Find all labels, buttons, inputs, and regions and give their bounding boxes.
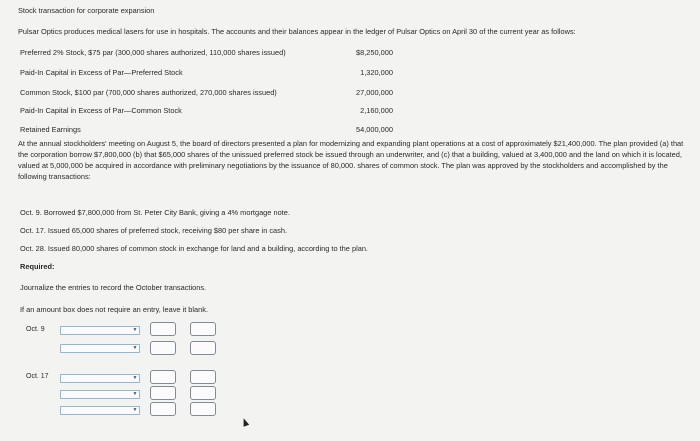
ledger-amount-pic-preferred: 1,320,000 xyxy=(360,68,393,77)
problem-intro: Pulsar Optics produces medical lasers for use in hospitals. The accounts and their balances appear in the ledger of Pulsar Optics on April 30 of the current year as follows: xyxy=(18,27,576,36)
transaction-oct-17: Oct. 17. Issued 65,000 shares of preferred stock, receiving $80 per share in cash. xyxy=(20,226,288,235)
required-heading: Required: xyxy=(20,262,55,271)
account-select-oct9-credit[interactable] xyxy=(60,344,140,353)
ledger-amount-common-stock: 27,000,000 xyxy=(356,88,393,97)
problem-paragraph: At the annual stockholders' meeting on August 5, the board of directors presented a plan for modernizing and expanding plant operations at a cost of approximately $21,400,000. The plan provided (a) that the corporation borrow $7,800,000 (b) that $65,000 shares of the unissued preferred stock be issued through an underwriter, and (c) that a building, valued at 3,400,000 and the land on which it is located, valued at 5,000,000 be acquired in accordance with preliminary negotiations by the issuance of 80,000. shares of common stock. The plan was approved by the stockholders and accomplished by the following transactions: xyxy=(18,139,684,181)
amount-input-oct17-debit-1[interactable] xyxy=(150,370,176,384)
instruction-journalize: Journalize the entries to record the October transactions. xyxy=(20,283,207,292)
amount-input-oct9-credit-2[interactable] xyxy=(190,341,216,355)
ledger-label-preferred-stock: Preferred 2% Stock, $75 par (300,000 shares authorized, 110,000 shares issued) xyxy=(20,48,286,57)
ledger-label-pic-preferred: Paid-In Capital in Excess of Par—Preferred Stock xyxy=(20,68,183,77)
account-select-oct17-row1[interactable] xyxy=(60,374,140,383)
account-select-oct9-debit[interactable] xyxy=(60,326,140,335)
ledger-amount-retained-earnings: 54,000,000 xyxy=(356,125,393,134)
amount-input-oct17-debit-2[interactable] xyxy=(150,386,176,400)
amount-input-oct9-credit-1[interactable] xyxy=(190,322,216,336)
problem-title: Stock transaction for corporate expansion xyxy=(18,6,155,15)
account-select-oct17-row3[interactable] xyxy=(60,406,140,415)
amount-input-oct9-debit-2[interactable] xyxy=(150,341,176,355)
amount-input-oct17-credit-2[interactable] xyxy=(190,386,216,400)
transaction-oct-9: Oct. 9. Borrowed $7,800,000 from St. Peter City Bank, giving a 4% mortgage note. xyxy=(20,208,290,217)
ledger-label-pic-common: Paid-In Capital in Excess of Par—Common Stock xyxy=(20,106,182,115)
amount-input-oct17-credit-3[interactable] xyxy=(190,402,216,416)
amount-input-oct17-credit-1[interactable] xyxy=(190,370,216,384)
chevron-down-icon: ▼ xyxy=(132,327,138,333)
journal-date-oct-17: Oct. 17 xyxy=(26,373,49,380)
transaction-oct-28: Oct. 28. Issued 80,000 shares of common stock in exchange for land and a building, according to the plan. xyxy=(20,244,368,253)
chevron-down-icon: ▼ xyxy=(132,391,138,397)
ledger-amount-pic-common: 2,160,000 xyxy=(360,106,393,115)
amount-input-oct17-debit-3[interactable] xyxy=(150,402,176,416)
ledger-label-common-stock: Common Stock, $100 par (700,000 shares authorized, 270,000 shares issued) xyxy=(20,88,277,97)
journal-date-oct-9: Oct. 9 xyxy=(26,326,45,333)
account-select-oct17-row2[interactable] xyxy=(60,390,140,399)
ledger-label-retained-earnings: Retained Earnings xyxy=(20,125,81,134)
chevron-down-icon: ▼ xyxy=(132,345,138,351)
instruction-blank: If an amount box does not require an entry, leave it blank. xyxy=(20,305,209,314)
mouse-cursor-icon xyxy=(241,417,249,427)
chevron-down-icon: ▼ xyxy=(132,375,138,381)
chevron-down-icon: ▼ xyxy=(132,407,138,413)
ledger-amount-preferred-stock: $8,250,000 xyxy=(356,48,393,57)
amount-input-oct9-debit-1[interactable] xyxy=(150,322,176,336)
